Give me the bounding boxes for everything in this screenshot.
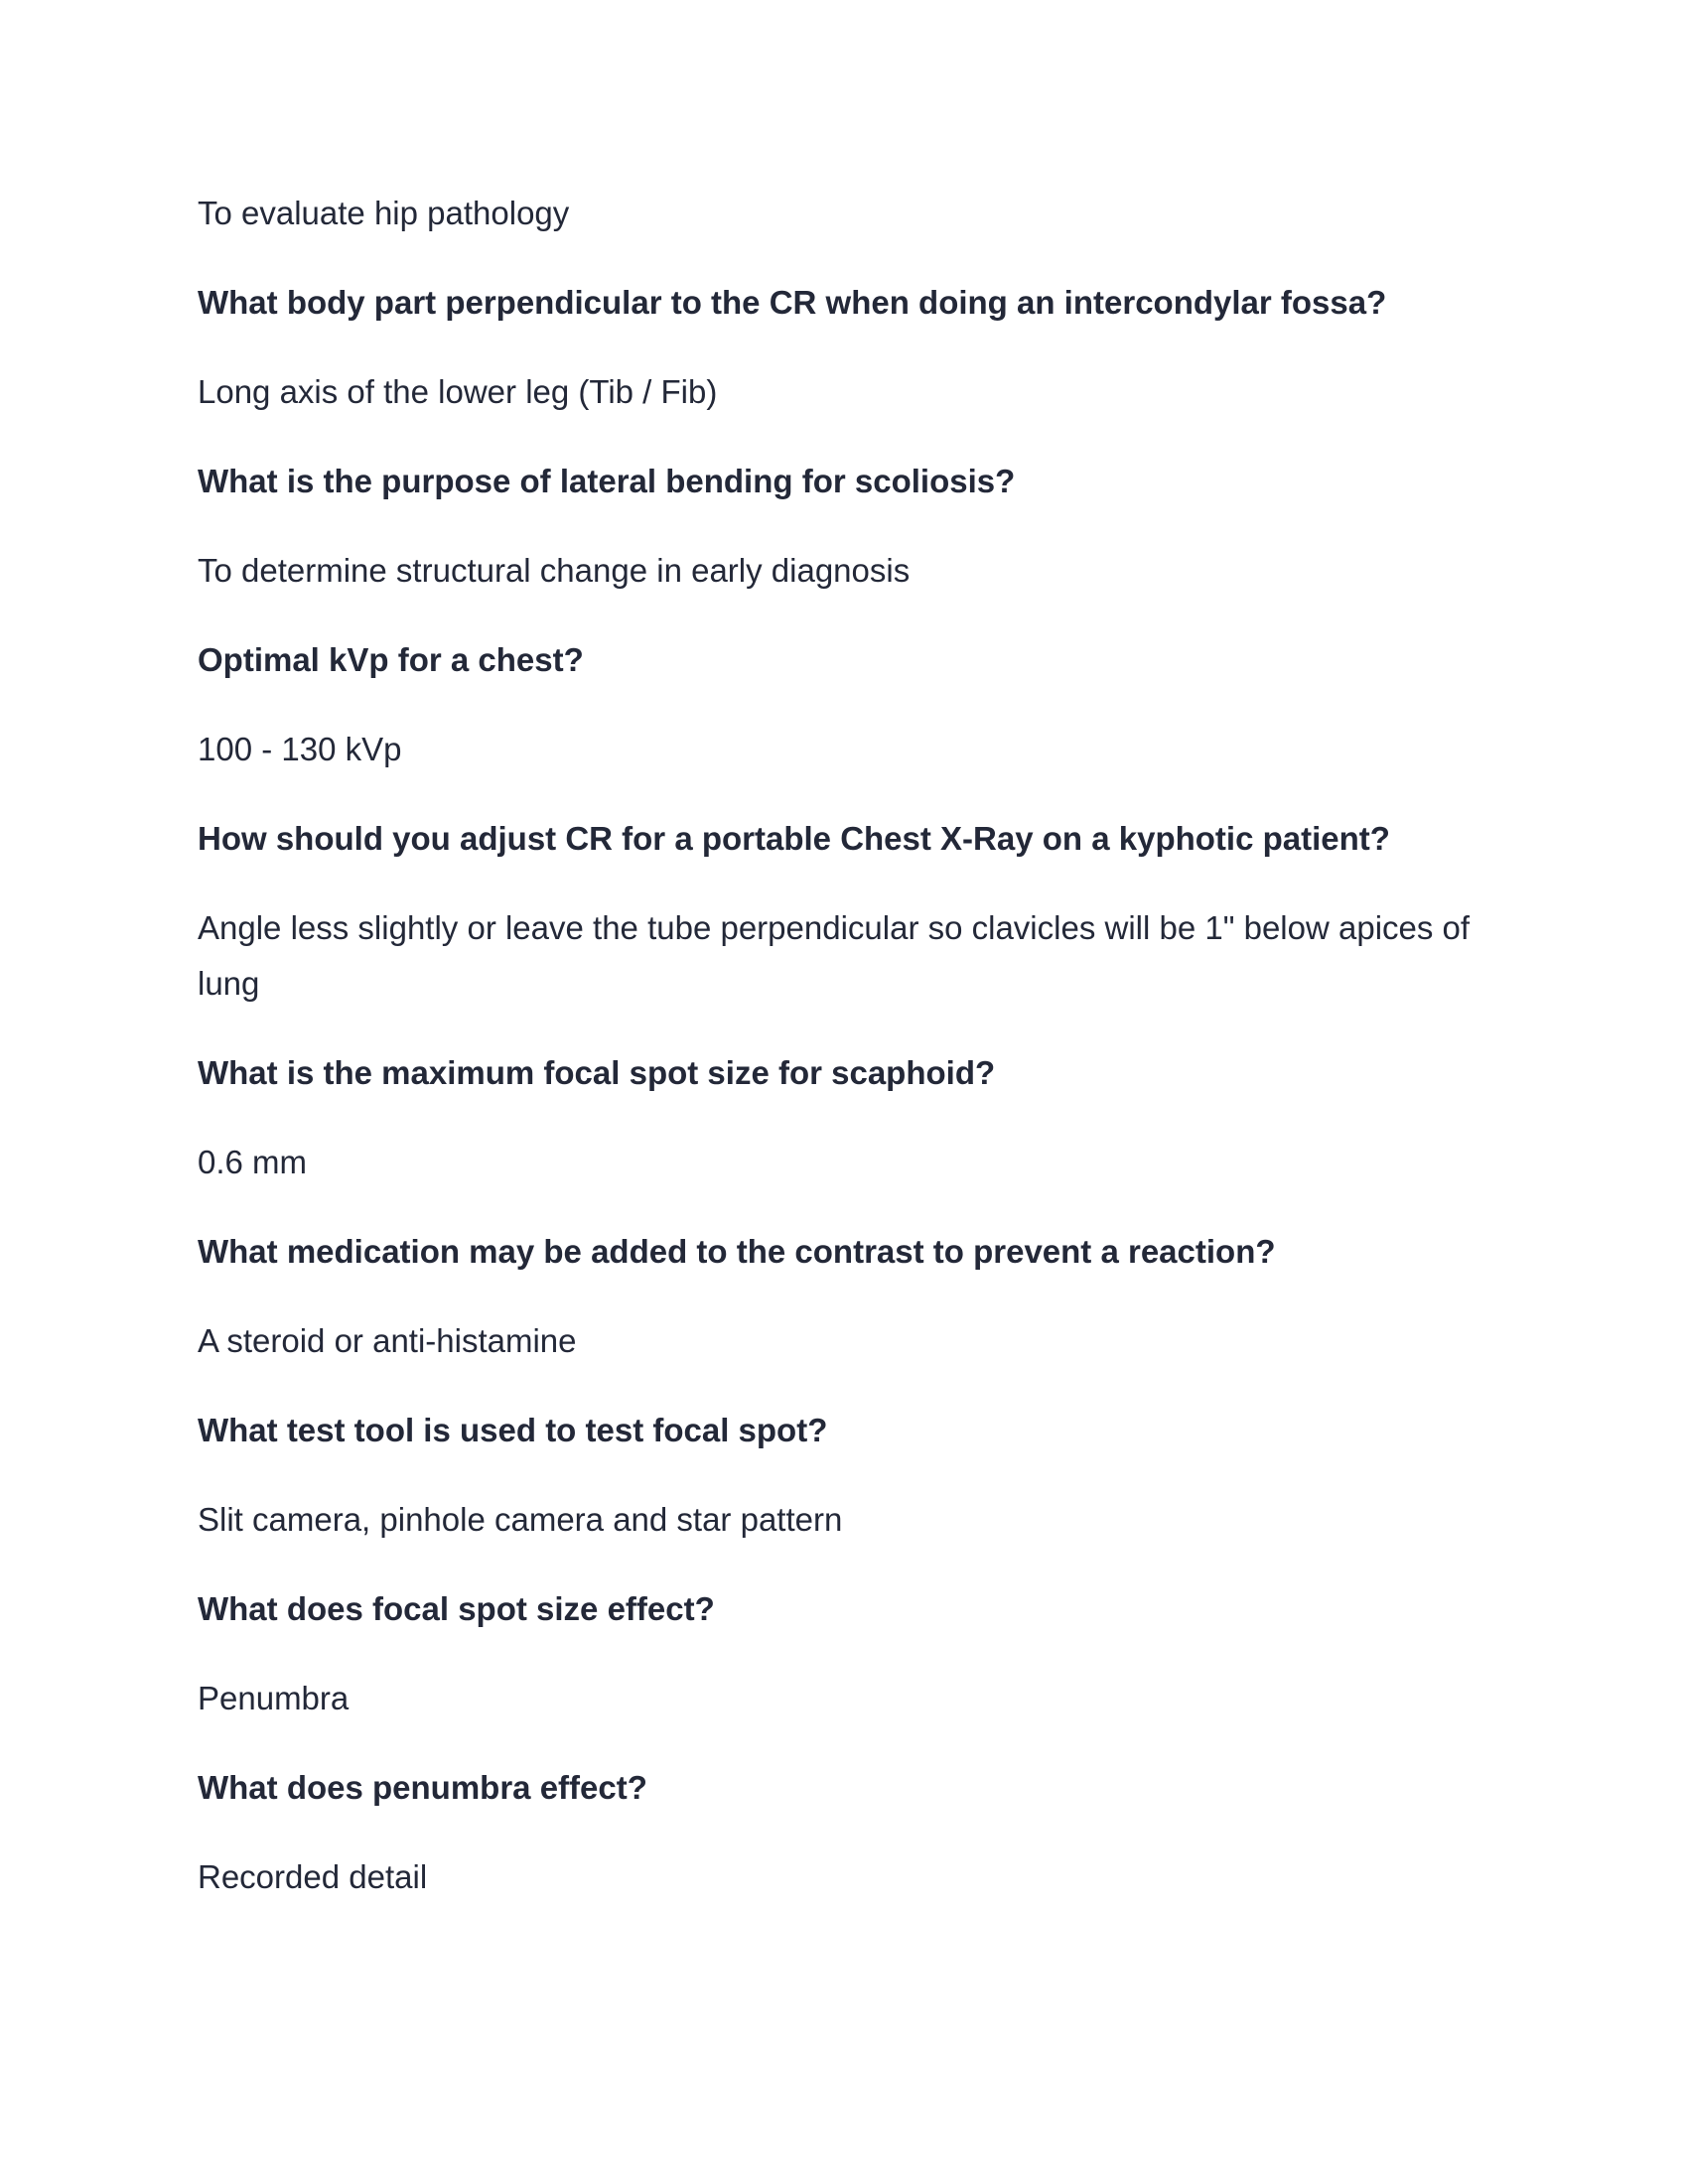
answer-text: Slit camera, pinhole camera and star pattern <box>198 1501 843 1538</box>
answer-text: Long axis of the lower leg (Tib / Fib) <box>198 373 718 410</box>
answer-text: 0.6 mm <box>198 1144 308 1180</box>
answer-text: Penumbra <box>198 1680 350 1716</box>
question-text: How should you adjust CR for a portable Chest X-Ray on a kyphotic patient? <box>198 820 1390 857</box>
question-text: What does focal spot size effect? <box>198 1590 715 1627</box>
question-text: What is the purpose of lateral bending for scoliosis? <box>198 463 1016 499</box>
qa-content <box>198 186 1498 1939</box>
question-text: What test tool is used to test focal spot? <box>198 1412 828 1448</box>
question-text: What does penumbra effect? <box>198 1769 647 1806</box>
answer-text: Angle less slightly or leave the tube perpendicular so clavicles will be 1" below apices of lung <box>198 909 1471 1002</box>
answer-text: A steroid or anti-histamine <box>198 1322 577 1359</box>
answer-text: To determine structural change in early diagnosis <box>198 552 911 589</box>
answer-text: 100 - 130 kVp <box>198 731 402 767</box>
question-text: Optimal kVp for a chest? <box>198 641 584 678</box>
question-text: What body part perpendicular to the CR when doing an intercondylar fossa? <box>198 284 1387 321</box>
answer-text: To evaluate hip pathology <box>198 195 570 231</box>
question-text: What is the maximum focal spot size for scaphoid? <box>198 1054 996 1091</box>
answer-text: Recorded detail <box>198 1858 428 1895</box>
question-text: What medication may be added to the contrast to prevent a reaction? <box>198 1233 1276 1270</box>
